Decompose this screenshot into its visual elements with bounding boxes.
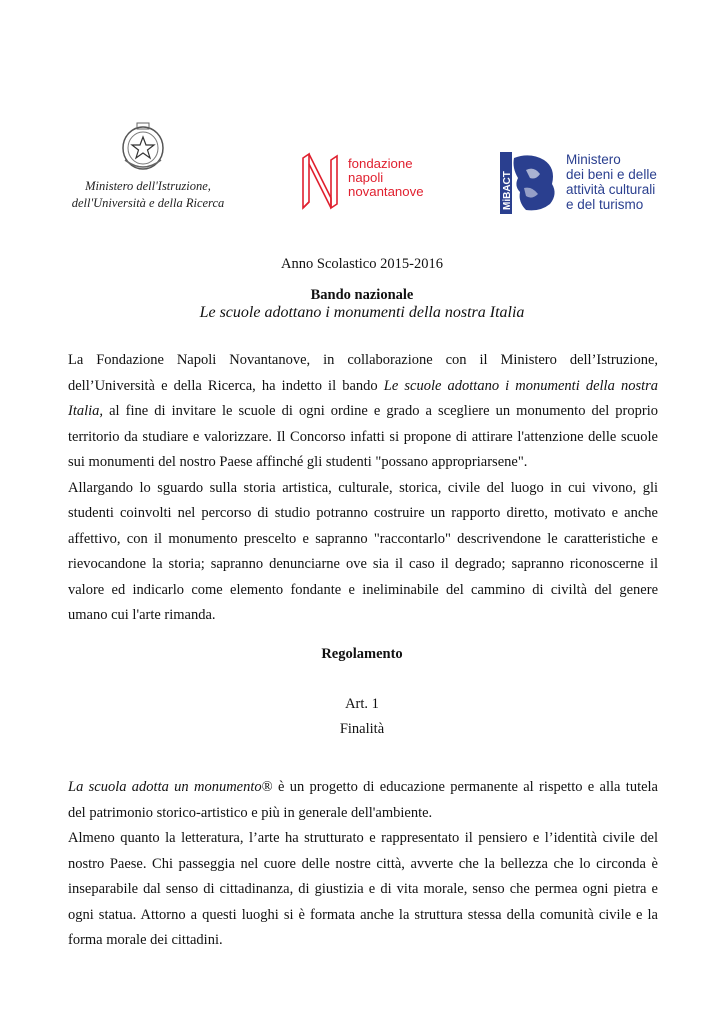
school-year: Anno Scolastico 2015-2016 bbox=[281, 256, 443, 272]
para4-line-5: forma morale dei cittadini. bbox=[68, 932, 223, 948]
ministry-logo bbox=[68, 120, 228, 212]
fondazione-logo bbox=[300, 152, 440, 212]
para3-line-1 bbox=[68, 775, 658, 801]
article-number: Art. 1 bbox=[345, 696, 379, 712]
para4-line-2: nostro Paese. Chi passeggia nel cuore delle nostre città, avverte che la bellezza che lo circonda è bbox=[68, 855, 658, 872]
article-paragraph bbox=[68, 775, 658, 954]
para4-line-3: inseparabile dal senso di cittadinanza, di giustizia e di vita morale, senso che permea ogni pietra e bbox=[68, 881, 658, 897]
fnn-line2: napoli bbox=[348, 170, 384, 185]
regolamento-heading: Regolamento bbox=[321, 646, 403, 662]
para2-line-5: valore ed indicarlo come elemento fondante e ineliminabile del cammino di civiltà del genere bbox=[68, 581, 658, 598]
para4-line-1: Almeno quanto la letteratura, l’arte ha strutturato e rappresentato il pensiero e l’identità civile del bbox=[68, 830, 658, 846]
mibact-logo bbox=[500, 152, 690, 216]
para3-line-2: del patrimonio storico-artistico e più in generale dell'ambiente. bbox=[68, 804, 433, 821]
para2-line-4: rievocandone la storia; sapranno denunciarne ove sia il caso il degrado; sapranno riconoscerne il bbox=[68, 556, 658, 572]
bando-heading-wrap bbox=[0, 287, 724, 304]
fnn-line1: fondazione bbox=[348, 156, 413, 171]
intro-line-5: sui monumenti del nostro Paese affinché gli studenti "possano appropriarsene". bbox=[68, 454, 528, 470]
mibact-mark-icon bbox=[500, 152, 560, 214]
intro-line-3 bbox=[68, 399, 658, 425]
para3-line-1b: ® è un progetto di educazione permanente al rispetto e alla tutela bbox=[261, 779, 658, 795]
bando-heading: Bando nazionale bbox=[310, 287, 414, 303]
fnn-n-mark-icon bbox=[300, 152, 344, 210]
para2-line-3: affettivo, con il monumento prescelto e sapranno "raccontarlo" descrivendone le caratteristiche e bbox=[68, 530, 658, 547]
para2-line-2: studenti coinvolti nel percorso di studio potranno costruire un rapporto diretto, motivato e anche bbox=[68, 505, 658, 521]
mibact-mark-text: MiBACT bbox=[502, 171, 513, 210]
document-title-wrap bbox=[0, 304, 724, 322]
ministry-name-line2: dell'Università e della Ricerca bbox=[71, 196, 225, 210]
para2-line-6: umano cui l'arte rimanda. bbox=[68, 607, 216, 623]
regolamento-wrap bbox=[0, 646, 724, 663]
intro-title-ref-end: Italia, bbox=[68, 403, 104, 419]
intro-line-2 bbox=[68, 374, 658, 400]
project-name: La scuola adotta un monumento bbox=[68, 779, 262, 795]
article-title: Finalità bbox=[339, 721, 385, 737]
intro-paragraph bbox=[68, 348, 658, 629]
mibact-line2: dei beni e delle bbox=[566, 167, 657, 182]
intro-line-4: territorio da studiare e valorizzare. Il Concorso infatti si propone di attirare l'attenzione delle scuole bbox=[68, 428, 658, 445]
fnn-line3: novantanove bbox=[348, 184, 424, 199]
mibact-line3: attività culturali bbox=[566, 182, 656, 197]
ministry-name-line1: Ministero dell'Istruzione, bbox=[85, 179, 211, 193]
italian-emblem-icon bbox=[119, 120, 167, 172]
document-title: Le scuole adottano i monumenti della nostra Italia bbox=[199, 304, 525, 321]
mibact-line1: Ministero bbox=[566, 152, 621, 167]
para4-line-4: ogni statua. Attorno a questi luoghi si è formata anche la struttura stessa della comunità civile e la bbox=[68, 906, 658, 923]
para2-line-1: Allargando lo sguardo sulla storia artistica, culturale, storica, civile del luogo in cui vivono, gli bbox=[68, 479, 658, 496]
intro-title-ref: Le scuole adottano i monumenti della nostra bbox=[383, 377, 659, 394]
mibact-line4: e del turismo bbox=[566, 197, 644, 212]
intro-line-2a: dell’Università e della Ricerca, ha indetto il bando bbox=[68, 377, 384, 394]
intro-line-3b: al fine di invitare le scuole di ogni ordine e grado a scegliere un monumento del proprio bbox=[103, 403, 658, 419]
intro-line-1: La Fondazione Napoli Novantanove, in collaborazione con il Ministero dell’Istruzione, bbox=[68, 352, 658, 368]
